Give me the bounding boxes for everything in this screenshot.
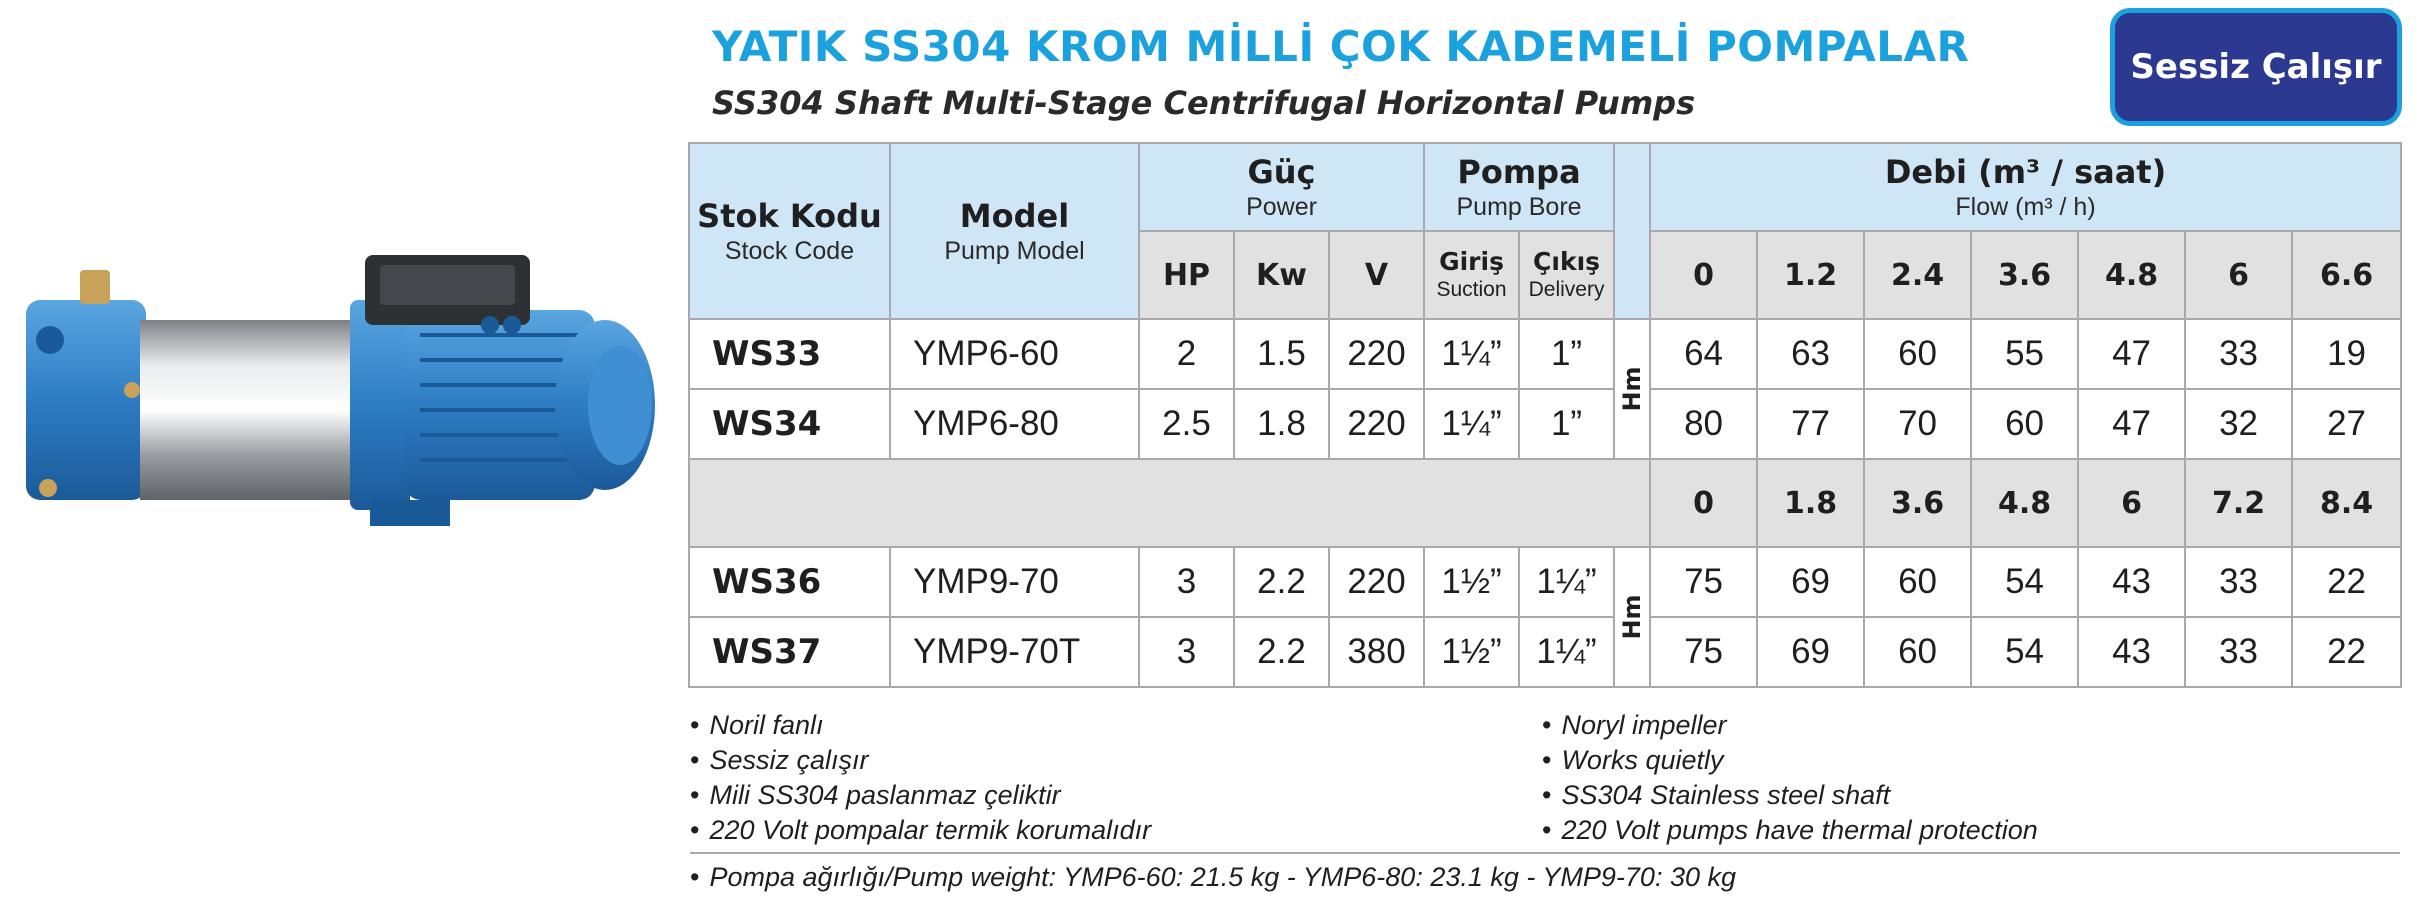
delivery-cell: 1¼” bbox=[1519, 617, 1614, 687]
head-value-cell: 33 bbox=[2185, 617, 2292, 687]
group-separator bbox=[689, 459, 1650, 547]
voltage-cell: 380 bbox=[1329, 617, 1424, 687]
head-value-cell: 60 bbox=[1864, 547, 1971, 617]
voltage-cell: 220 bbox=[1329, 389, 1424, 459]
stock-code-cell: WS36 bbox=[689, 547, 890, 617]
table-row bbox=[689, 617, 2401, 687]
list-item: • 220 Volt pompalar termik korumalıdır bbox=[690, 813, 1151, 848]
page-title: YATIK SS304 KROM MİLLİ ÇOK KADEMELİ POMPALAR bbox=[712, 22, 1970, 71]
list-item: • Sessiz çalışır bbox=[690, 743, 1151, 778]
list-item: • SS304 Stainless steel shaft bbox=[1542, 778, 2038, 813]
head-value-cell: 43 bbox=[2078, 617, 2185, 687]
hp-cell: 3 bbox=[1139, 547, 1234, 617]
head-value-cell: 54 bbox=[1971, 617, 2078, 687]
flow-col-header: 0 bbox=[1650, 231, 1757, 319]
flow-col-header: 8.4 bbox=[2292, 459, 2401, 547]
list-item: • 220 Volt pumps have thermal protection bbox=[1542, 813, 2038, 848]
flow-col-header: 6 bbox=[2078, 459, 2185, 547]
hp-cell: 3 bbox=[1139, 617, 1234, 687]
suction-cell: 1½” bbox=[1424, 547, 1519, 617]
delivery-header: Çıkış Delivery bbox=[1519, 231, 1614, 319]
power-header: Güç Power bbox=[1139, 143, 1424, 231]
table-row bbox=[689, 319, 2401, 389]
flow-col-header: 1.8 bbox=[1757, 459, 1864, 547]
notes-divider bbox=[690, 852, 2400, 854]
flow-col-header: 3.6 bbox=[1971, 231, 2078, 319]
head-value-cell: 33 bbox=[2185, 319, 2292, 389]
list-item: • Noryl impeller bbox=[1542, 708, 2038, 743]
list-item: • Mili SS304 paslanmaz çeliktir bbox=[690, 778, 1151, 813]
model-cell: YMP9-70 bbox=[890, 547, 1139, 617]
head-value-cell: 60 bbox=[1864, 319, 1971, 389]
suction-cell: 1¼” bbox=[1424, 319, 1519, 389]
suction-header: Giriş Suction bbox=[1424, 231, 1519, 319]
pump-bore-header: Pompa Pump Bore bbox=[1424, 143, 1614, 231]
pump-image bbox=[20, 240, 660, 540]
flow-col-header: 6 bbox=[2185, 231, 2292, 319]
head-value-cell: 60 bbox=[1864, 617, 1971, 687]
head-value-cell: 47 bbox=[2078, 389, 2185, 459]
stock-code-cell: WS33 bbox=[689, 319, 890, 389]
flow-col-header: 7.2 bbox=[2185, 459, 2292, 547]
model-cell: YMP6-80 bbox=[890, 389, 1139, 459]
kw-cell: 2.2 bbox=[1234, 547, 1329, 617]
head-value-cell: 47 bbox=[2078, 319, 2185, 389]
hp-header: HP bbox=[1139, 231, 1234, 319]
stock-code-cell: WS34 bbox=[689, 389, 890, 459]
hm-label: Hm bbox=[1614, 547, 1650, 687]
kw-cell: 2.2 bbox=[1234, 617, 1329, 687]
head-value-cell: 32 bbox=[2185, 389, 2292, 459]
kw-cell: 1.8 bbox=[1234, 389, 1329, 459]
head-value-cell: 60 bbox=[1971, 389, 2078, 459]
head-value-cell: 27 bbox=[2292, 389, 2401, 459]
voltage-cell: 220 bbox=[1329, 319, 1424, 389]
head-value-cell: 64 bbox=[1650, 319, 1757, 389]
head-value-cell: 80 bbox=[1650, 389, 1757, 459]
head-value-cell: 19 bbox=[2292, 319, 2401, 389]
delivery-cell: 1¼” bbox=[1519, 547, 1614, 617]
table-row bbox=[689, 389, 2401, 459]
list-item: • Works quietly bbox=[1542, 743, 2038, 778]
page-subtitle: SS304 Shaft Multi-Stage Centrifugal Horizontal Pumps bbox=[712, 84, 1696, 122]
stock-code-cell: WS37 bbox=[689, 617, 890, 687]
head-value-cell: 70 bbox=[1864, 389, 1971, 459]
suction-cell: 1½” bbox=[1424, 617, 1519, 687]
head-value-cell: 22 bbox=[2292, 617, 2401, 687]
silent-operation-badge: Sessiz Çalışır bbox=[2110, 8, 2402, 126]
hm-label: Hm bbox=[1614, 319, 1650, 459]
list-item: • Noril fanlı bbox=[690, 708, 1151, 743]
suction-cell: 1¼” bbox=[1424, 389, 1519, 459]
flow-col-header: 3.6 bbox=[1864, 459, 1971, 547]
head-value-cell: 22 bbox=[2292, 547, 2401, 617]
stock-code-header: Stok Kodu Stock Code bbox=[689, 143, 890, 319]
head-value-cell: 75 bbox=[1650, 617, 1757, 687]
kw-header: Kw bbox=[1234, 231, 1329, 319]
flow-col-header: 1.2 bbox=[1757, 231, 1864, 319]
flow-col-header: 4.8 bbox=[1971, 459, 2078, 547]
model-cell: YMP9-70T bbox=[890, 617, 1139, 687]
flow-header: Debi (m³ / saat) Flow (m³ / h) bbox=[1650, 143, 2401, 231]
head-value-cell: 69 bbox=[1757, 617, 1864, 687]
notes-english bbox=[1542, 708, 2038, 848]
head-value-cell: 69 bbox=[1757, 547, 1864, 617]
head-value-cell: 33 bbox=[2185, 547, 2292, 617]
head-value-cell: 54 bbox=[1971, 547, 2078, 617]
flow-col-header: 4.8 bbox=[2078, 231, 2185, 319]
pump-weight-note: • Pompa ağırlığı/Pump weight: YMP6-60: 21.5 kg - YMP6-80: 23.1 kg - YMP9-70: 30 kg bbox=[690, 862, 1736, 893]
flow-col-header: 2.4 bbox=[1864, 231, 1971, 319]
voltage-header: V bbox=[1329, 231, 1424, 319]
hp-cell: 2 bbox=[1139, 319, 1234, 389]
flow-col-header: 0 bbox=[1650, 459, 1757, 547]
hp-cell: 2.5 bbox=[1139, 389, 1234, 459]
flow-col-header: 6.6 bbox=[2292, 231, 2401, 319]
head-value-cell: 63 bbox=[1757, 319, 1864, 389]
notes-turkish bbox=[690, 708, 1151, 848]
head-value-cell: 77 bbox=[1757, 389, 1864, 459]
table-row bbox=[689, 547, 2401, 617]
hm-header-spacer bbox=[1614, 143, 1650, 319]
voltage-cell: 220 bbox=[1329, 547, 1424, 617]
model-cell: YMP6-60 bbox=[890, 319, 1139, 389]
delivery-cell: 1” bbox=[1519, 389, 1614, 459]
head-value-cell: 55 bbox=[1971, 319, 2078, 389]
kw-cell: 1.5 bbox=[1234, 319, 1329, 389]
delivery-cell: 1” bbox=[1519, 319, 1614, 389]
pump-spec-table bbox=[688, 142, 2402, 688]
head-value-cell: 43 bbox=[2078, 547, 2185, 617]
head-value-cell: 75 bbox=[1650, 547, 1757, 617]
model-header: Model Pump Model bbox=[890, 143, 1139, 319]
